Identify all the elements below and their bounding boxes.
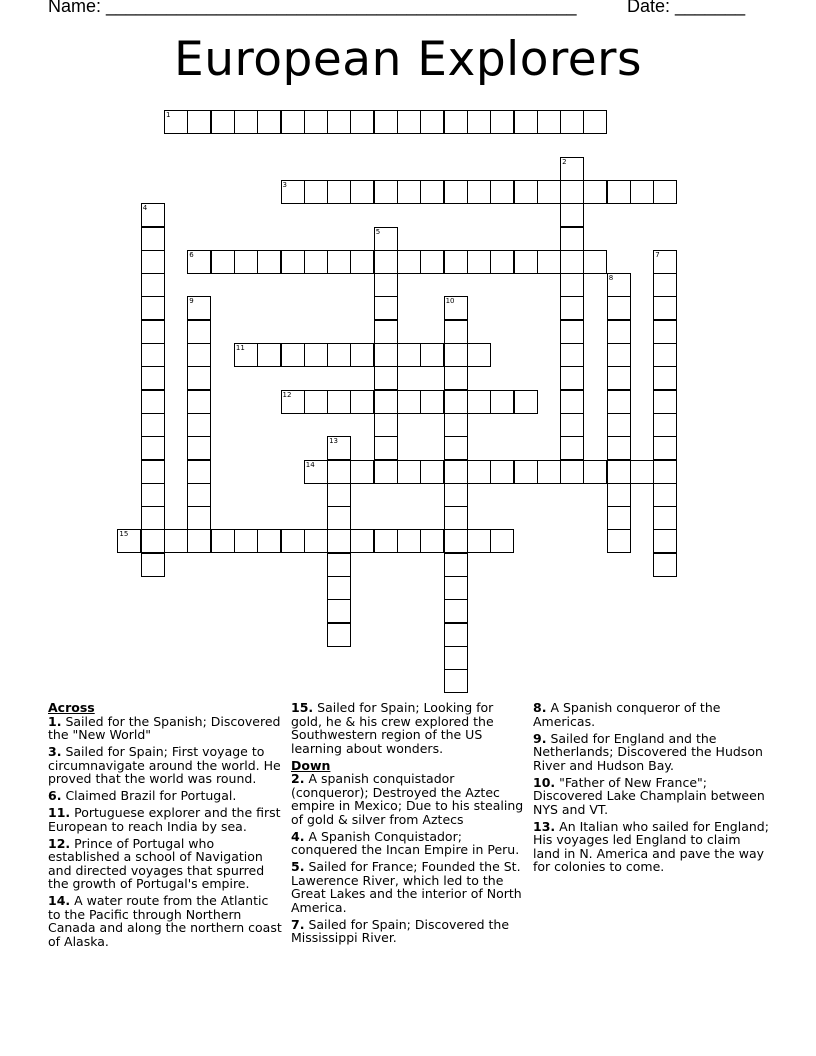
grid-cell[interactable] — [257, 529, 281, 553]
grid-cell[interactable] — [560, 203, 584, 227]
grid-cell[interactable] — [444, 460, 468, 484]
grid-cell[interactable] — [141, 529, 165, 553]
clue-text: A Spanish conqueror of the Americas. — [533, 700, 721, 729]
grid-cell[interactable] — [467, 460, 491, 484]
grid-cell[interactable] — [304, 343, 328, 367]
grid-cell[interactable] — [444, 623, 468, 647]
clue-number-label: 8 — [608, 274, 614, 283]
grid-cell[interactable] — [444, 320, 468, 344]
grid-cell[interactable] — [257, 250, 281, 274]
grid-cell[interactable] — [281, 529, 305, 553]
grid-cell[interactable] — [187, 506, 211, 530]
grid-cell[interactable] — [187, 110, 211, 134]
clue-number-label: 14 — [305, 460, 315, 469]
grid-cell[interactable] — [537, 460, 561, 484]
grid-cell[interactable] — [630, 180, 654, 204]
grid-cell[interactable] — [187, 296, 211, 320]
grid-cell[interactable] — [537, 180, 561, 204]
grid-cell[interactable] — [374, 250, 398, 274]
grid-cell[interactable] — [211, 529, 235, 553]
grid-cell[interactable] — [374, 436, 398, 460]
grid-cell[interactable] — [607, 436, 631, 460]
clue-number: 8. — [533, 700, 547, 715]
grid-cell[interactable] — [350, 250, 374, 274]
grid-cell[interactable] — [560, 110, 584, 134]
grid-cell[interactable] — [327, 390, 351, 414]
grid-cell[interactable] — [444, 366, 468, 390]
clue-number: 10. — [533, 774, 556, 790]
grid-cell[interactable] — [653, 296, 677, 320]
grid-cell[interactable] — [350, 390, 374, 414]
grid-cell[interactable] — [374, 343, 398, 367]
clue-number: 12. — [48, 835, 71, 851]
clue-text: A spanish conquistador (conqueror); Destroyed the Aztec empire in Mexico; Due to his stealing of gold & silver from Aztecs — [291, 771, 524, 827]
grid-cell[interactable] — [420, 529, 444, 553]
clue-across-11 — [48, 806, 284, 833]
grid-cell[interactable] — [397, 180, 421, 204]
grid-cell[interactable] — [211, 110, 235, 134]
grid-cell[interactable] — [374, 366, 398, 390]
grid-cell[interactable] — [304, 460, 328, 484]
grid-cell[interactable] — [467, 529, 491, 553]
grid-cell[interactable] — [444, 390, 468, 414]
grid-cell[interactable] — [653, 366, 677, 390]
grid-cell[interactable] — [444, 599, 468, 623]
grid-cell[interactable] — [653, 180, 677, 204]
grid-cell[interactable] — [141, 250, 165, 274]
grid-cell[interactable] — [281, 180, 305, 204]
clue-number: 2. — [291, 771, 305, 786]
grid-cell[interactable] — [234, 110, 258, 134]
grid-cell[interactable] — [467, 390, 491, 414]
grid-cell[interactable] — [420, 343, 444, 367]
grid-cell[interactable] — [444, 296, 468, 320]
clue-text: An Italian who sailed for England; His voyages led England to claim land in N. America and pave the way for colonies to come. — [533, 818, 769, 874]
clue-number: 5. — [291, 859, 305, 874]
clue-across-1 — [48, 715, 284, 742]
grid-cell[interactable] — [397, 110, 421, 134]
grid-cell[interactable] — [187, 413, 211, 437]
grid-cell[interactable] — [234, 250, 258, 274]
grid-cell[interactable] — [653, 483, 677, 507]
clue-number: 14. — [48, 893, 71, 908]
clue-number-label: 9 — [189, 297, 194, 306]
clue-text: Portuguese explorer and the first European to reach India by sea. — [48, 805, 281, 834]
clue-number: 3. — [48, 744, 62, 759]
clue-text: Prince of Portugal who established a school of Navigation and directed voyages that spurred the growth of Portugal's empire. — [48, 835, 265, 891]
grid-cell[interactable] — [327, 436, 351, 460]
down-heading: Down — [291, 757, 331, 773]
clue-number: 4. — [291, 828, 305, 844]
grid-cell[interactable] — [141, 483, 165, 507]
name-field[interactable]: Name: _______________________________________________ — [48, 0, 577, 16]
page-title: European Explorers — [174, 32, 642, 87]
grid-cell[interactable] — [420, 180, 444, 204]
grid-cell[interactable] — [653, 320, 677, 344]
grid-cell[interactable] — [141, 296, 165, 320]
grid-cell[interactable] — [560, 180, 584, 204]
grid-cell[interactable] — [490, 180, 514, 204]
grid-cell[interactable] — [420, 460, 444, 484]
clue-text: Sailed for England and the Netherlands; Discovered the Hudson River and Hudson Bay. — [533, 730, 763, 773]
clue-number-label: 12 — [282, 390, 292, 399]
grid-cell[interactable] — [327, 506, 351, 530]
clue-down-9 — [533, 732, 769, 773]
grid-cell[interactable] — [327, 576, 351, 600]
grid-cell[interactable] — [257, 343, 281, 367]
grid-cell[interactable] — [560, 436, 584, 460]
grid-cell[interactable] — [187, 366, 211, 390]
grid-cell[interactable] — [653, 529, 677, 553]
grid-cell[interactable] — [141, 343, 165, 367]
grid-cell[interactable] — [187, 436, 211, 460]
clue-text: Sailed for the Spanish; Discovered the "New World" — [48, 713, 281, 742]
grid-cell[interactable] — [444, 436, 468, 460]
clue-text: Sailed for Spain; First voyage to circumnavigate around the world. He proved that the world was round. — [48, 744, 281, 786]
clue-number-label: 6 — [189, 250, 194, 259]
clue-number-label: 2 — [562, 157, 567, 166]
grid-cell[interactable] — [327, 623, 351, 647]
grid-cell[interactable] — [304, 110, 328, 134]
clue-number: 1. — [48, 713, 62, 729]
grid-cell[interactable] — [607, 413, 631, 437]
grid-cell[interactable] — [141, 203, 165, 227]
grid-cell[interactable] — [560, 460, 584, 484]
clue-across-14 — [48, 894, 284, 948]
grid-cell[interactable] — [444, 553, 468, 577]
clue-down-2 — [291, 772, 527, 826]
clue-down-8 — [533, 701, 769, 728]
grid-cell[interactable] — [420, 250, 444, 274]
grid-cell[interactable] — [630, 460, 654, 484]
grid-cell[interactable] — [374, 227, 398, 251]
clue-across-12 — [48, 837, 284, 891]
grid-cell[interactable] — [187, 529, 211, 553]
grid-cell[interactable] — [607, 460, 631, 484]
grid-cell[interactable] — [141, 413, 165, 437]
grid-cell[interactable] — [397, 390, 421, 414]
clue-number: 13. — [533, 818, 556, 834]
grid-cell[interactable] — [607, 273, 631, 297]
grid-cell[interactable] — [327, 599, 351, 623]
grid-cell[interactable] — [560, 343, 584, 367]
grid-cell[interactable] — [374, 296, 398, 320]
grid-cell[interactable] — [490, 460, 514, 484]
clue-number-label: 3 — [282, 180, 287, 189]
grid-cell[interactable] — [141, 320, 165, 344]
grid-cell[interactable] — [514, 250, 538, 274]
grid-cell[interactable] — [304, 529, 328, 553]
grid-cell[interactable] — [653, 413, 677, 437]
clue-text: Sailed for Spain; Looking for gold, he & his crew explored the Southwestern region of the US learning about wonders. — [291, 700, 494, 756]
grid-cell[interactable] — [281, 343, 305, 367]
grid-cell[interactable] — [327, 250, 351, 274]
grid-cell[interactable] — [187, 320, 211, 344]
grid-cell[interactable] — [560, 366, 584, 390]
grid-cell[interactable] — [444, 646, 468, 670]
grid-cell[interactable] — [350, 110, 374, 134]
clue-text: A Spanish Conquistador; conquered the Incan Empire in Peru. — [291, 828, 520, 857]
grid-cell[interactable] — [444, 180, 468, 204]
clue-down-13 — [533, 820, 769, 874]
grid-cell[interactable] — [420, 390, 444, 414]
grid-cell[interactable] — [374, 320, 398, 344]
grid-cell[interactable] — [350, 180, 374, 204]
clue-down-7 — [291, 918, 527, 945]
clue-across-6 — [48, 789, 284, 803]
grid-cell[interactable] — [607, 366, 631, 390]
grid-cell[interactable] — [374, 180, 398, 204]
grid-cell[interactable] — [141, 460, 165, 484]
grid-cell[interactable] — [467, 110, 491, 134]
grid-cell[interactable] — [420, 110, 444, 134]
grid-cell[interactable] — [374, 390, 398, 414]
grid-cell[interactable] — [490, 390, 514, 414]
clue-number-label: 15 — [119, 530, 129, 539]
grid-cell[interactable] — [607, 343, 631, 367]
clue-number: 6. — [48, 788, 62, 803]
grid-cell[interactable] — [304, 390, 328, 414]
across-heading: Across — [48, 700, 95, 715]
grid-cell[interactable] — [187, 343, 211, 367]
grid-cell[interactable] — [444, 413, 468, 437]
grid-cell[interactable] — [444, 110, 468, 134]
clue-text: Sailed for Spain; Discovered the Mississippi River. — [291, 916, 510, 945]
grid-cell[interactable] — [490, 529, 514, 553]
clues-column-1 — [48, 701, 284, 952]
grid-cell[interactable] — [164, 529, 188, 553]
grid-cell[interactable] — [257, 110, 281, 134]
grid-cell[interactable] — [560, 296, 584, 320]
grid-cell[interactable] — [607, 180, 631, 204]
clue-number-label: 10 — [445, 297, 455, 306]
grid-cell[interactable] — [164, 110, 188, 134]
grid-cell[interactable] — [304, 180, 328, 204]
grid-cell[interactable] — [560, 273, 584, 297]
grid-cell[interactable] — [444, 506, 468, 530]
grid-cell[interactable] — [327, 110, 351, 134]
clue-number-label: 4 — [142, 204, 148, 213]
grid-cell[interactable] — [607, 390, 631, 414]
grid-cell[interactable] — [607, 483, 631, 507]
grid-cell[interactable] — [397, 343, 421, 367]
grid-cell[interactable] — [141, 273, 165, 297]
grid-cell[interactable] — [653, 343, 677, 367]
grid-cell[interactable] — [281, 110, 305, 134]
grid-cell[interactable] — [141, 366, 165, 390]
grid-cell[interactable] — [653, 273, 677, 297]
grid-cell[interactable] — [211, 250, 235, 274]
clue-text: "Father of New France"; Discovered Lake Champlain between NYS and VT. — [533, 774, 765, 817]
grid-cell[interactable] — [187, 390, 211, 414]
grid-cell[interactable] — [281, 390, 305, 414]
grid-cell[interactable] — [374, 110, 398, 134]
grid-cell[interactable] — [187, 483, 211, 507]
grid-cell[interactable] — [467, 250, 491, 274]
clue-text: Claimed Brazil for Portugal. — [65, 788, 237, 803]
clue-number: 7. — [291, 916, 305, 932]
clues-column-3 — [533, 701, 769, 877]
grid-cell[interactable] — [117, 529, 141, 553]
grid-cell[interactable] — [537, 110, 561, 134]
grid-cell[interactable] — [327, 483, 351, 507]
grid-cell[interactable] — [653, 553, 677, 577]
clues-column-2 — [291, 701, 527, 948]
grid-cell[interactable] — [141, 390, 165, 414]
grid-cell[interactable] — [607, 296, 631, 320]
grid-cell[interactable] — [187, 250, 211, 274]
grid-cell[interactable] — [327, 553, 351, 577]
grid-cell[interactable] — [514, 460, 538, 484]
grid-cell[interactable] — [560, 250, 584, 274]
grid-cell[interactable] — [583, 110, 607, 134]
clue-across-3 — [48, 745, 284, 786]
clue-number: 15. — [291, 700, 314, 715]
clue-number-label: 13 — [329, 437, 339, 446]
grid-cell[interactable] — [327, 180, 351, 204]
grid-cell[interactable] — [187, 460, 211, 484]
grid-cell[interactable] — [281, 250, 305, 274]
grid-cell[interactable] — [490, 250, 514, 274]
grid-cell[interactable] — [653, 390, 677, 414]
grid-cell[interactable] — [304, 250, 328, 274]
grid-cell[interactable] — [234, 343, 258, 367]
grid-cell[interactable] — [327, 343, 351, 367]
date-field[interactable]: Date: _______ — [627, 0, 746, 16]
grid-cell[interactable] — [141, 227, 165, 251]
grid-cell[interactable] — [327, 460, 351, 484]
grid-cell[interactable] — [444, 343, 468, 367]
grid-cell[interactable] — [350, 460, 374, 484]
grid-cell[interactable] — [653, 506, 677, 530]
grid-cell[interactable] — [653, 436, 677, 460]
grid-cell[interactable] — [374, 460, 398, 484]
grid-cell[interactable] — [374, 413, 398, 437]
grid-cell[interactable] — [514, 390, 538, 414]
clue-number-label: 11 — [235, 344, 245, 352]
clue-text: Sailed for France; Founded the St. Lawerence River, which led to the Great Lakes and the interior of North America. — [291, 859, 522, 915]
grid-cell[interactable] — [583, 180, 607, 204]
grid-cell[interactable] — [607, 506, 631, 530]
clue-text: A water route from the Atlantic to the Pacific through Northern Canada and along the northern coast of Alaska. — [48, 893, 282, 949]
grid-cell[interactable] — [583, 250, 607, 274]
grid-cell[interactable] — [374, 273, 398, 297]
grid-cell[interactable] — [560, 413, 584, 437]
grid-cell[interactable] — [653, 460, 677, 484]
grid-cell[interactable] — [141, 436, 165, 460]
grid-cell[interactable] — [583, 460, 607, 484]
grid-cell[interactable] — [560, 390, 584, 414]
grid-cell[interactable] — [397, 460, 421, 484]
grid-cell[interactable] — [374, 529, 398, 553]
grid-cell[interactable] — [467, 343, 491, 367]
grid-cell[interactable] — [350, 529, 374, 553]
grid-cell[interactable] — [560, 157, 584, 181]
grid-cell[interactable] — [560, 320, 584, 344]
grid-cell[interactable] — [327, 529, 351, 553]
grid-cell[interactable] — [560, 227, 584, 251]
grid-cell[interactable] — [444, 576, 468, 600]
grid-cell[interactable] — [444, 529, 468, 553]
grid-cell[interactable] — [350, 343, 374, 367]
grid-cell[interactable] — [444, 250, 468, 274]
clue-number: 9. — [533, 730, 547, 746]
grid-cell[interactable] — [607, 529, 631, 553]
grid-cell[interactable] — [514, 110, 538, 134]
grid-cell[interactable] — [607, 320, 631, 344]
grid-cell[interactable] — [467, 180, 491, 204]
grid-cell[interactable] — [514, 180, 538, 204]
grid-cell[interactable] — [444, 483, 468, 507]
grid-cell[interactable] — [653, 250, 677, 274]
grid-cell[interactable] — [141, 553, 165, 577]
clue-down-10 — [533, 776, 769, 817]
clue-number-label: 7 — [655, 250, 660, 259]
grid-cell[interactable] — [234, 529, 258, 553]
clue-number: 11. — [48, 805, 71, 820]
clue-down-4 — [291, 830, 527, 857]
grid-cell[interactable] — [444, 669, 468, 693]
clue-number-label: 5 — [375, 227, 381, 236]
clue-number-label: 1 — [166, 111, 171, 119]
clue-across-15 — [291, 701, 527, 755]
grid-cell[interactable] — [397, 529, 421, 553]
grid-cell[interactable] — [397, 250, 421, 274]
grid-cell[interactable] — [490, 110, 514, 134]
clue-down-5 — [291, 860, 527, 914]
grid-cell[interactable] — [141, 506, 165, 530]
grid-cell[interactable] — [537, 250, 561, 274]
